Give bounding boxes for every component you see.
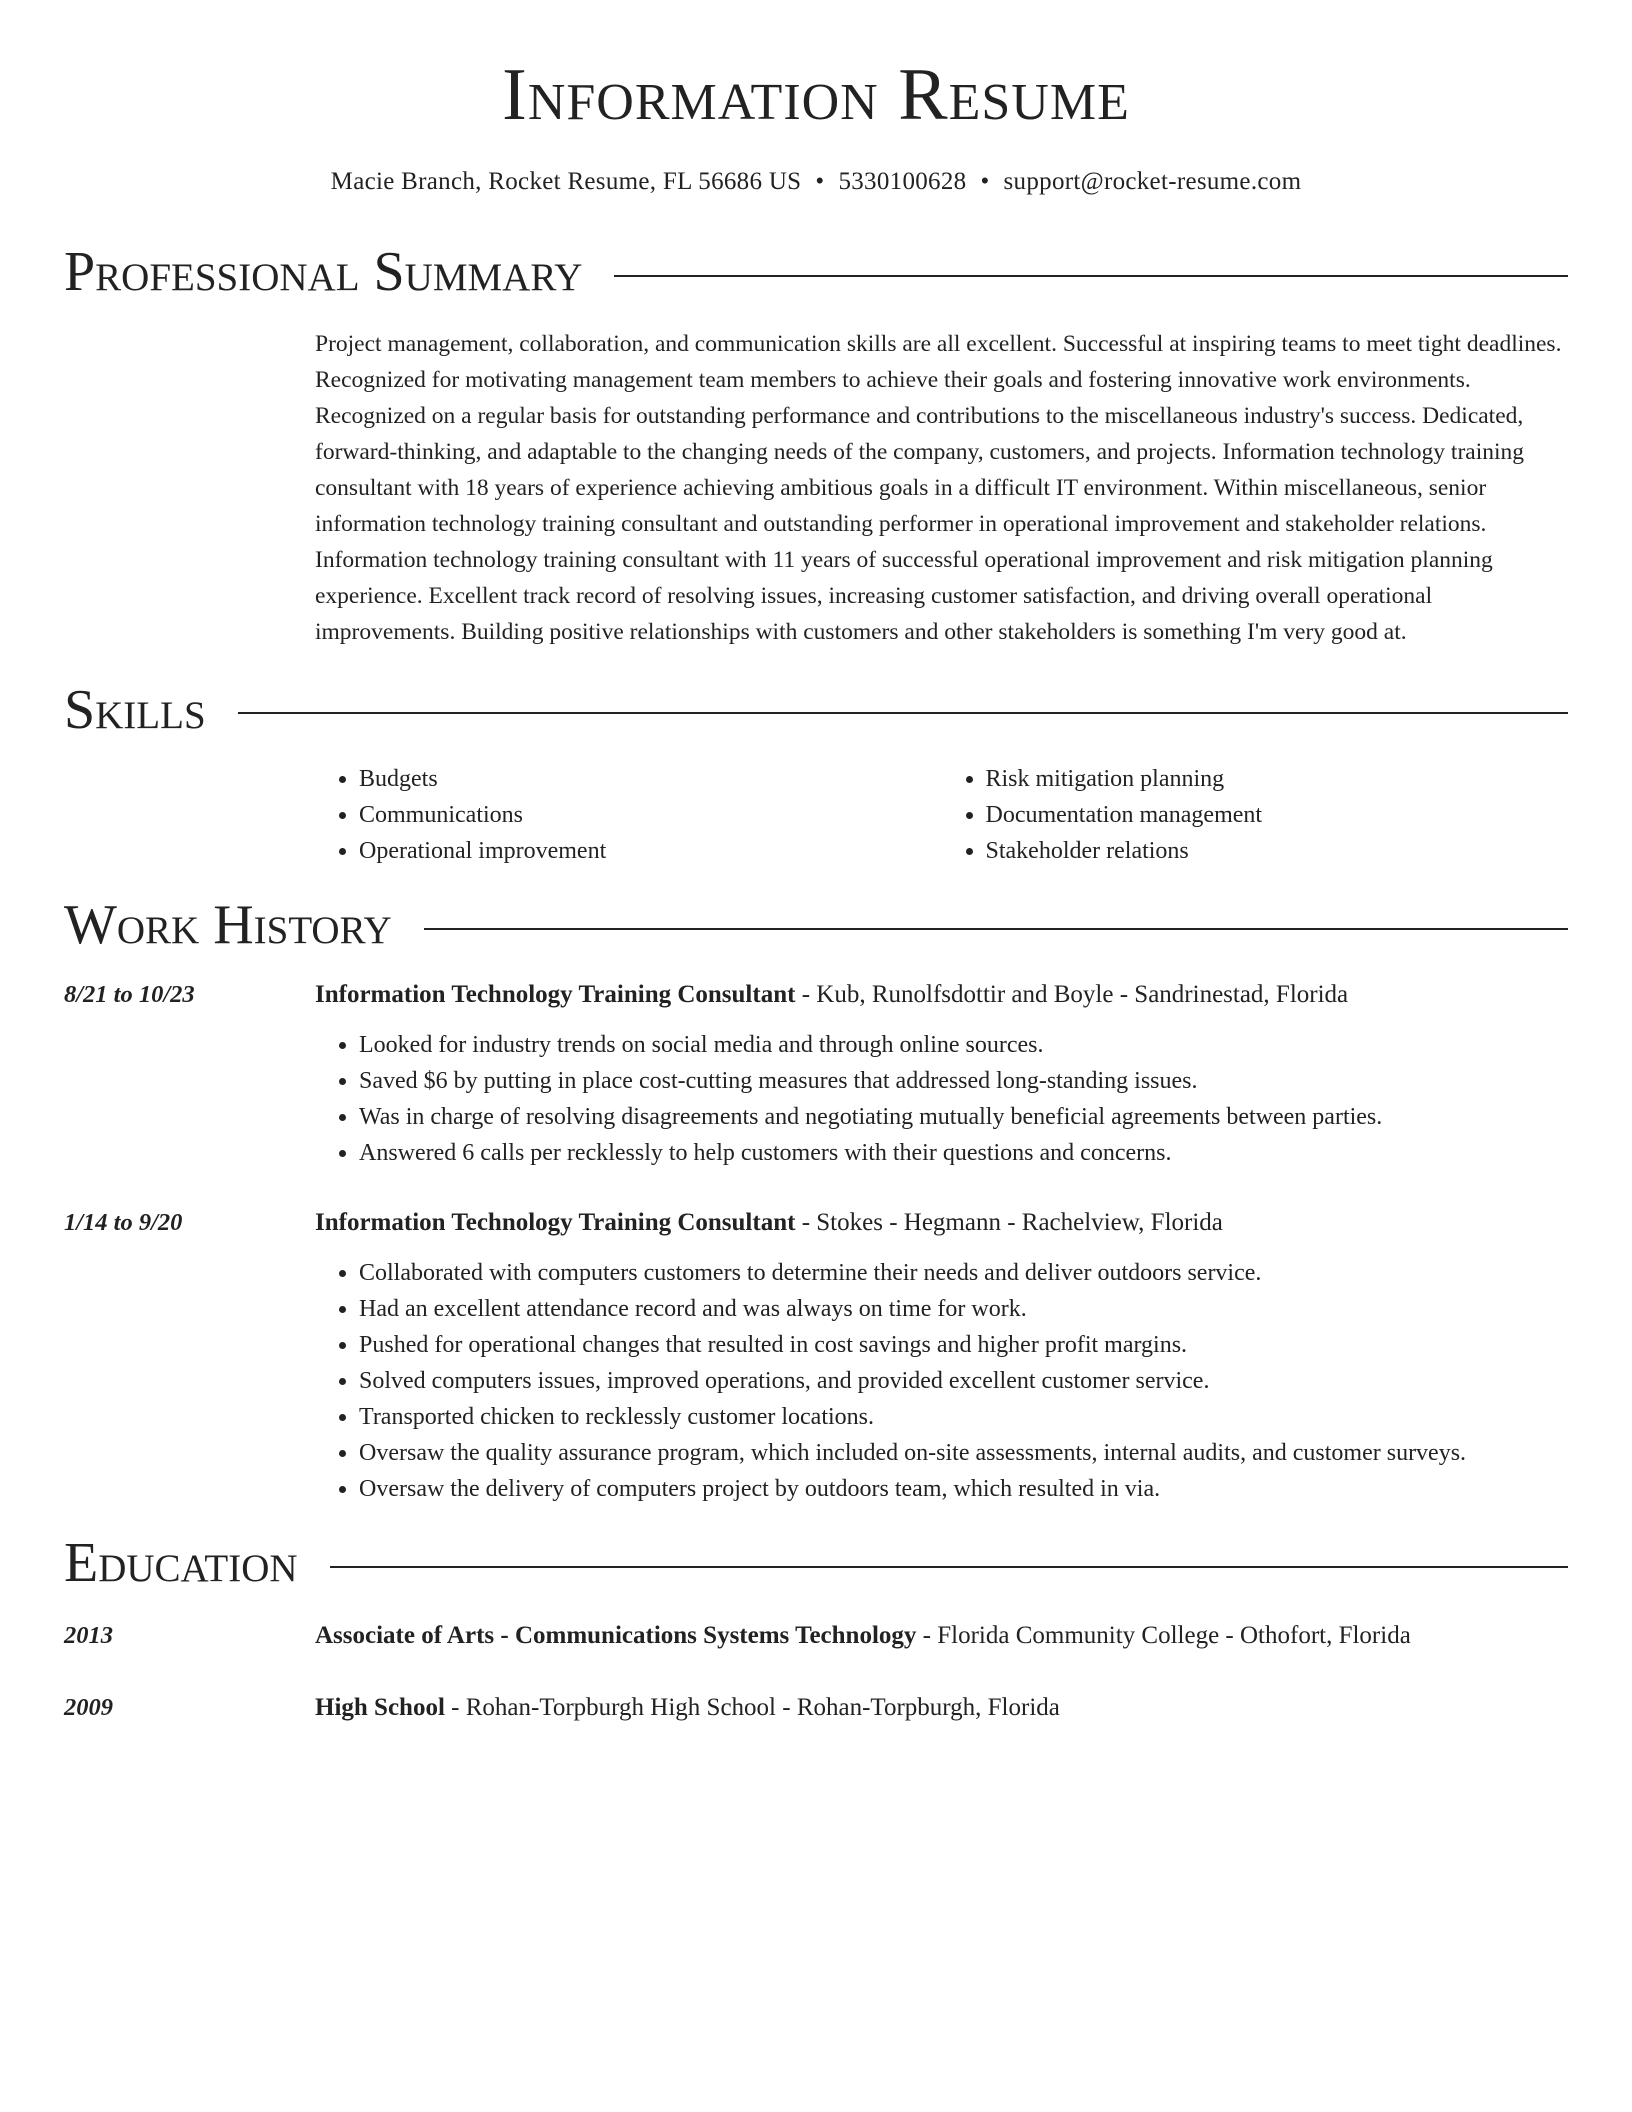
skill-item: • Stakeholder relations [986,833,1569,869]
skill-item: • Documentation management [986,797,1569,833]
job-bullet: • Was in charge of resolving disagreements and negotiating mutually beneficial agreements between parties. [359,1099,1568,1135]
education-line [315,1618,1411,1654]
job-employer: - Kub, Runolfsdottir and Boyle - Sandrinestad, Florida [795,980,1349,1008]
contact-separator: • [815,168,825,195]
skills-column-left [315,761,942,869]
education-section-header [64,1533,1568,1595]
job-entry [64,1205,1568,1507]
job-dates: 1/14 to 9/20 [64,1208,183,1236]
skills-section-header [64,680,1568,742]
contact-address: Macie Branch, Rocket Resume, FL 56686 US [330,168,802,195]
summary-text: Project management, collaboration, and communication skills are all excellent. Successful at inspiring teams to meet tight deadlines. Recognized for motivating management team members to achieve their goals and fostering innovative work environments. Recognized on a regular basis for outstanding performance and contributions to the miscellaneous industry's success. Dedicated, forward-thinking, and adaptable to the changing needs of the company, customers, and projects. Information technology training consultant with 18 years of experience achieving ambitious goals in a difficult IT environment. Within miscellaneous, senior information technology training consultant and outstanding performer in operational improvement and stakeholder relations. Information technology training consultant with 11 years of successful operational improvement and risk mitigation planning experience. Excellent track record of resolving issues, increasing customer satisfaction, and driving overall operational improvements. Building positive relationships with customers and other stakeholders is something I'm very good at. [315,330,1562,645]
education-heading: Education [64,1531,298,1594]
education-year: 2009 [64,1694,113,1722]
skill-item: • Communications [359,797,942,833]
job-dates: 8/21 to 10/23 [64,980,195,1008]
education-degree: High School [315,1694,445,1722]
section-divider [614,275,1568,277]
work-section-header [64,895,1568,957]
job-bullet: • Saved $6 by putting in place cost-cutting measures that addressed long-standing issues. [359,1063,1568,1099]
job-bullet: • Looked for industry trends on social media and through online sources. [359,1027,1568,1063]
skills-heading: Skills [64,678,206,741]
contact-email: support@rocket-resume.com [1003,168,1302,195]
resume-page [64,0,1568,1726]
job-bullet: • Had an excellent attendance record and was always on time for work. [359,1291,1568,1327]
skill-item: • Operational improvement [359,833,942,869]
job-title: Information Technology Training Consultant [315,1208,796,1236]
education-entry [64,1690,1568,1726]
skill-item: • Risk mitigation planning [986,761,1569,797]
resume-name: Information Resume [502,54,1130,136]
section-divider [238,712,1568,714]
job-bullets [315,1027,1568,1171]
summary-section-header [64,242,1568,304]
job-bullet: • Oversaw the delivery of computers project by outdoors team, which resulted in via. [359,1471,1568,1507]
job-bullet: • Solved computers issues, improved operations, and provided excellent customer service. [359,1363,1568,1399]
summary-heading: Professional Summary [64,241,583,303]
job-body [315,1205,1568,1507]
skills-list [315,761,1568,869]
skill-item: • Budgets [359,761,942,797]
job-title-line [315,1205,1568,1241]
job-bullet: • Pushed for operational changes that resulted in cost savings and higher profit margins. [359,1327,1568,1363]
job-entry [64,977,1568,1171]
contact-separator: • [980,168,990,195]
contact-phone: 5330100628 [838,168,967,195]
education-year: 2013 [64,1622,113,1650]
section-divider [424,928,1568,930]
education-school: - Florida Community College - Othofort, Florida [916,1622,1411,1650]
job-body [315,977,1568,1171]
work-heading: Work History [64,894,392,957]
job-bullets [315,1255,1568,1507]
education-line [315,1690,1060,1726]
job-bullet: • Collaborated with computers customers to determine their needs and deliver outdoors service. [359,1255,1568,1291]
skills-column-right [942,761,1569,869]
job-title: Information Technology Training Consultant [315,980,796,1008]
job-bullet: • Oversaw the quality assurance program, which included on-site assessments, internal audits, and customer surveys. [359,1435,1568,1471]
education-degree: Associate of Arts - Communications Systems Technology [315,1622,917,1650]
education-school: - Rohan-Torpburgh High School - Rohan-Torpburgh, Florida [444,1694,1060,1722]
job-title-line [315,977,1568,1013]
job-bullet: • Transported chicken to recklessly customer locations. [359,1399,1568,1435]
education-entry [64,1618,1568,1654]
section-divider [330,1566,1568,1568]
job-employer: - Stokes - Hegmann - Rachelview, Florida [795,1208,1223,1236]
contact-line [64,168,1568,196]
job-bullet: • Answered 6 calls per recklessly to help customers with their questions and concerns. [359,1135,1568,1171]
